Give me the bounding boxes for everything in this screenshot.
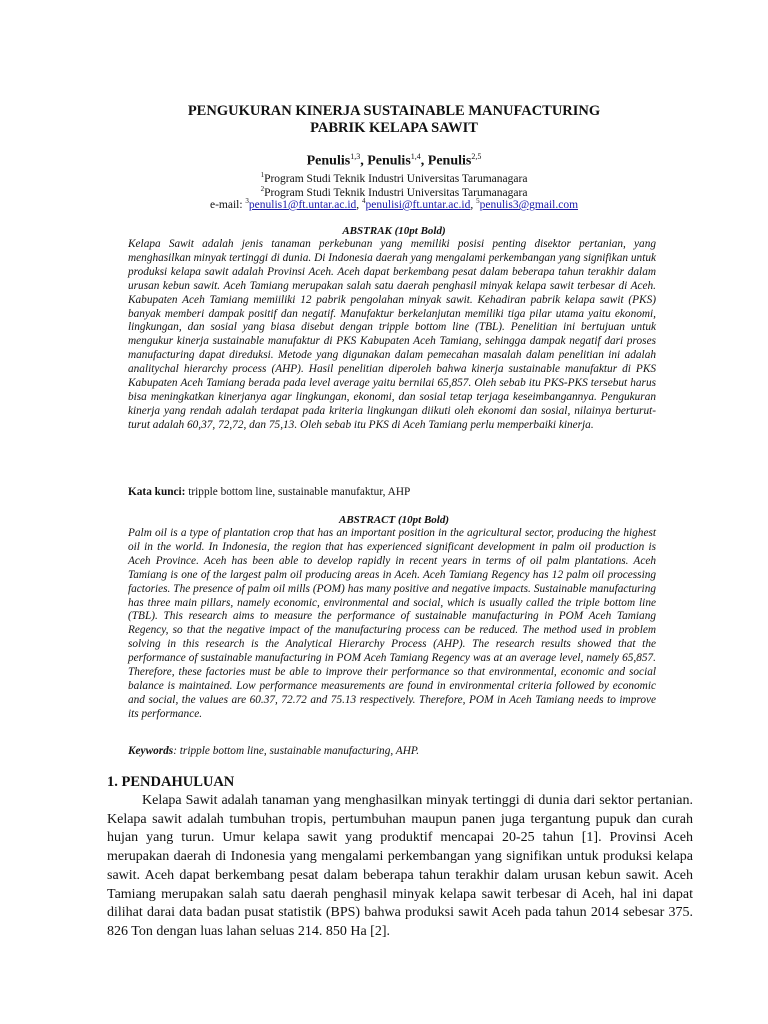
email-sup: 5 — [476, 197, 480, 205]
affiliation-text: Program Studi Teknik Industri Universitas Tarumanagara — [264, 172, 528, 185]
author-sup: 1,4 — [410, 152, 421, 161]
author-sup: 2,5 — [471, 152, 482, 161]
email-sup: 3 — [245, 197, 249, 205]
abstract-heading: ABSTRACT (10pt Bold) — [338, 514, 450, 526]
section-body-text: Kelapa Sawit adalah tanaman yang menghasilkan minyak tertinggi di dunia dari sektor pertanian. Kelapa sawit adalah tumbuhan tropis, pertumbuhan maupun panen juga tergantung pupuk dan curah hujan yang turun. Umur kelapa sawit yang produktif mencapai 20-25 tahun [1]. Provinsi Aceh merupakan daerah di Indonesia yang mengalami perkembangan yang signifikan untuk produksi kelapa sawit. Aceh dapat berkembang pesat dalam beberapa tahun terakhir dalam urusan kebun sawit. Aceh Tamiang merupakan salah satu daerah penghasil minyak kelapa sawit terbesar di Aceh, hal ini dapat dilihat darai data badan pusat statistik (BPS) bahwa produksi sawit Aceh pada tahun 2014 sebesar 375. 826 Ton dengan luas lahan seluas 214. 850 Ha [2]. — [107, 793, 693, 939]
author-sup: 1,3 — [350, 152, 361, 161]
email-link-3[interactable]: penulis3@gmail.com — [479, 198, 579, 211]
email-link-1[interactable]: penulis1@ft.untar.ac.id — [248, 198, 357, 211]
author-name: Penulis — [427, 153, 472, 169]
abstrak-heading: ABSTRAK (10pt Bold) — [342, 225, 446, 237]
author-name: Penulis — [306, 153, 351, 169]
section-heading-pendahuluan: 1. PENDAHULUAN — [107, 774, 235, 790]
title-line-1: PENGUKURAN KINERJA SUSTAINABLE MANUFACTURING — [187, 103, 601, 119]
author-list: Penulis$^{1,3}$, Penulis$^{1,4}$, Penulis$^{2,5}$ — [306, 152, 482, 169]
keywords-text: : tripple bottom line, sustainable manufacturing, AHP. — [173, 745, 420, 757]
author-name: Penulis — [367, 153, 411, 169]
keywords — [128, 745, 656, 757]
paper-title — [0, 103, 768, 137]
kata-kunci-label: Kata kunci: — [128, 486, 186, 498]
email-sup: 4 — [362, 197, 366, 205]
email-label: e-mail: — [209, 198, 246, 211]
abstract-text: Palm oil is a type of plantation crop that has an important position in the agricultural sector, producing the highest oil in the world. In Indonesia, the region that has experienced significant development in palm oil production is Aceh Province. Aceh has been able to develop rapidly in recent years in terms of oil palm plantations. Aceh Tamiang is one of the largest palm oil producing areas in Aceh. Aceh Tamiang Regency has 12 palm oil processing factories. The presence of palm oil mills (POM) has many positive and negative impacts. Sustainable manufacturing has three main pillars, namely economic, environmental and social, which is usually called the triple bottom line (TBL). This research aims to measure the performance of sustainable manufacturing in POM Aceh Tamiang Regency, so that the negative impact of the manufacturing process can be reduced. The method used in problem solving in this research is the Analytical Hierarchy Process (AHP). The research results showed that the performance of sustainable manufacturing in POM Aceh Tamiang Regency was at an average level, namely 65,857. Therefore, these factories must be able to improve their performance so that environmental, economic and social balance is maintained. Low performance measurements are found in environmental criteria followed by economic and social, the values are 60.37, 72.72 and 75.13 respectively. Therefore, POM in Aceh Tamiang needs to improve its performance. — [128, 527, 656, 720]
affiliation-sup: 2 — [260, 185, 265, 193]
affiliation-text: Program Studi Teknik Industri Universitas Tarumanagara — [264, 186, 528, 199]
abstrak-text: Kelapa Sawit adalah jenis tanaman perkebunan yang memiliki posisi penting disektor pertanian, yang menghasilkan minyak tertinggi di dunia. Di Indonesia daerah yang mengalami perkembangan yang signifikan untuk produksi kelapa sawit adalah Provinsi Aceh. Aceh dapat berkembang pesat dalam beberapa tahun terakhir dalam urusan kebun sawit. Aceh Tamiang merupakan salah satu daerah penghasil minyak kelapa sawit terbesar di Aceh. Kabupaten Aceh Tamiang memiiliki 12 pabrik pengolahan minyak sawit. Kehadiran pabrik kelapa sawit (PKS) banyak memberi dampak positif dan negatif. Manufaktur berkelanjutan memiliki tiga pilar utama yaitu ekonomi, lingkungan, dan sosial yang biasa disebut dengan tripple bottom line (TBL). Penelitian ini bertujuan untuk mengukur kinerja sustainable manufaktur di PKS Kabupaten Aceh Tamiang, sehingga dampak negatif dari proses manufacturing dapat direduksi. Metode yang digunakan dalam pemecahan masalah dalam penelitian ini adalah analitychal hierarchy process (AHP). Hasil penelitian diperoleh bahwa kinerja sustainable manufaktur di PKS Kabupaten Aceh Tamiang berada pada level average yaitu bernilai 65,857. Oleh sebab itu PKS-PKS tersebut harus bisa meningkatkan kinerjanya agar lingkungan, ekonomi, dan sosial tetap terjaga keseimbangannya. Pengukuran kinerja yang rendah adalah terdapat pada kriteria lingkungan diikuti oleh ekonomi dan sosial, nilainya berturut-turut adalah 60,37, 72,72, dan 75,13. Oleh sebab itu PKS di Aceh Tamiang perlu memperbaiki kinerja. — [128, 238, 656, 431]
kata-kunci — [128, 486, 656, 498]
affiliation-sup: 1 — [260, 171, 265, 179]
email-link-2[interactable]: penulisi@ft.untar.ac.id — [365, 198, 471, 211]
keywords-label: Keywords — [128, 745, 174, 757]
email-line: e-mail: $^3$penulis1@ft.untar.ac.id, $^4$penulisi@ft.untar.ac.id, $^5$penulis3@gmail.com — [209, 197, 579, 211]
kata-kunci-text: tripple bottom line, sustainable manufaktur, AHP — [185, 486, 411, 498]
title-line-2: PABRIK KELAPA SAWIT — [310, 120, 478, 136]
